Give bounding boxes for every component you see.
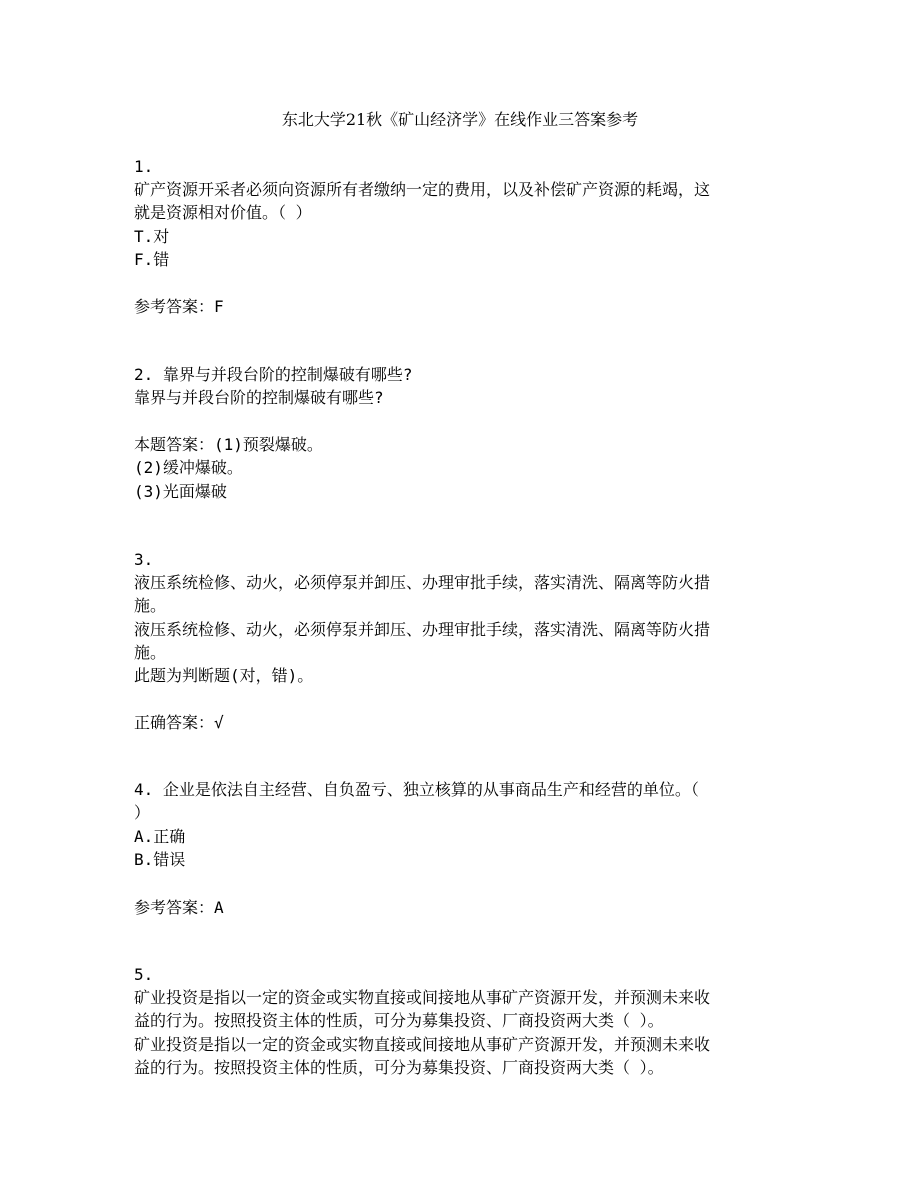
question-text-line: 矿产资源开采者必须向资源所有者缴纳一定的费用，以及补偿矿产资源的耗竭，这 <box>134 180 711 199</box>
question-text-line: 施。 <box>134 643 167 662</box>
question-text-line: 4. 企业是依法自主经营、自负盈亏、独立核算的从事商品生产和经营的单位。（ <box>134 780 699 799</box>
question-text-line: ） <box>134 803 151 822</box>
question-text-line: 矿业投资是指以一定的资金或实物直接或间接地从事矿产资源开发，并预测未来收 <box>134 1035 711 1054</box>
option-a: A.正确 <box>134 827 186 846</box>
answer-line: 本题答案：(1)预裂爆破。 <box>134 435 323 454</box>
question-text-line: 此题为判断题(对，错)。 <box>134 666 314 685</box>
question-text-line: 2. 靠界与并段台阶的控制爆破有哪些? <box>134 365 413 384</box>
question-text-line: 液压系统检修、动火，必须停泵并卸压、办理审批手续，落实清洗、隔离等防火措 <box>134 620 711 639</box>
option-b: B.错误 <box>134 850 186 869</box>
question-number: 1. <box>134 157 154 176</box>
question-text-line: 施。 <box>134 596 167 615</box>
question-number: 5. <box>134 965 154 984</box>
document-title: 东北大学21秋《矿山经济学》在线作业三答案参考 <box>281 110 639 129</box>
reference-answer: 参考答案：A <box>134 898 224 917</box>
question-text-line: 矿业投资是指以一定的资金或实物直接或间接地从事矿产资源开发，并预测未来收 <box>134 988 711 1007</box>
answer-line: (3)光面爆破 <box>134 482 227 501</box>
reference-answer: 参考答案：F <box>134 297 224 316</box>
correct-answer: 正确答案：√ <box>134 713 224 732</box>
question-text-line: 益的行为。按照投资主体的性质，可分为募集投资、厂商投资两大类（ ）。 <box>134 1058 664 1077</box>
option-t: T.对 <box>134 227 170 246</box>
answer-line: (2)缓冲爆破。 <box>134 458 243 477</box>
question-text-line: 液压系统检修、动火，必须停泵并卸压、办理审批手续，落实清洗、隔离等防火措 <box>134 573 711 592</box>
question-text-line: 益的行为。按照投资主体的性质，可分为募集投资、厂商投资两大类（ ）。 <box>134 1011 664 1030</box>
option-f: F.错 <box>134 250 170 269</box>
question-text-line: 就是资源相对价值。（ ） <box>134 203 312 222</box>
question-text-line: 靠界与并段台阶的控制爆破有哪些? <box>134 388 384 407</box>
question-number: 3. <box>134 550 154 569</box>
